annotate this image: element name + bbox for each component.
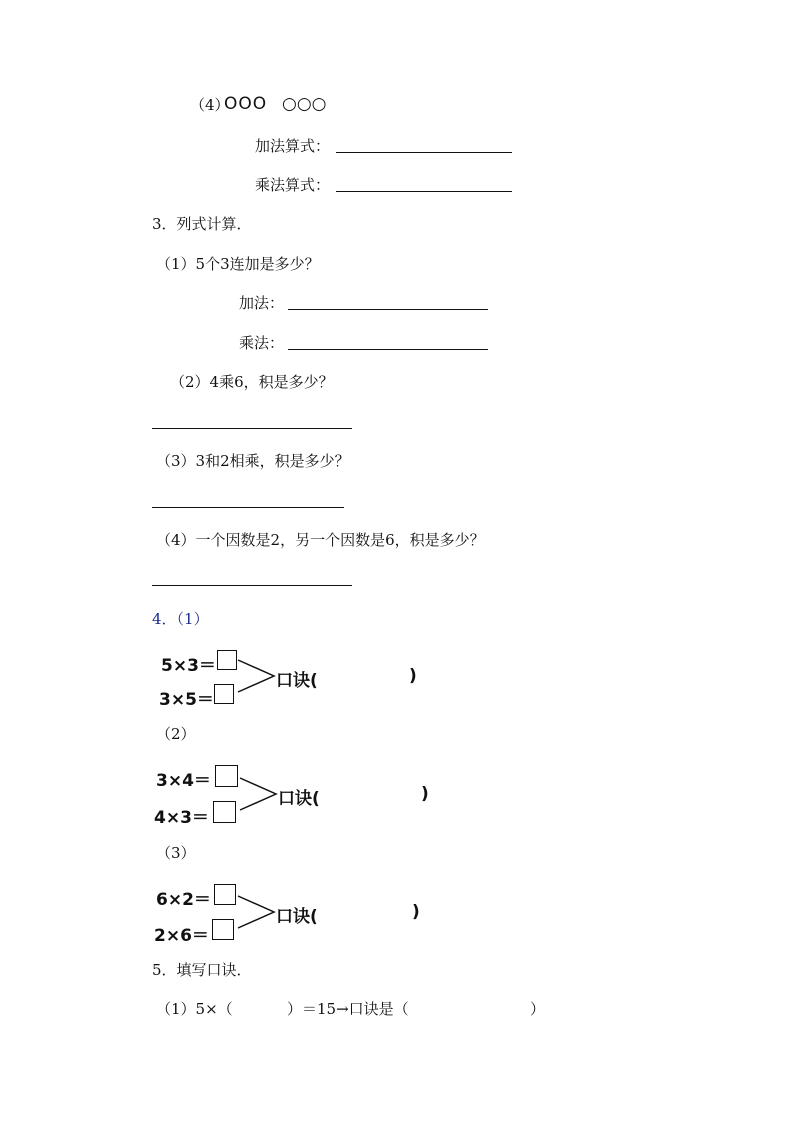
q3-part3-blank[interactable] [152, 507, 344, 508]
g1-bracket [238, 658, 278, 694]
g3-answer-box-1[interactable] [214, 884, 236, 905]
g1-equation-2: 3×5＝ [159, 690, 214, 710]
g2-answer-box-1[interactable] [215, 765, 238, 787]
section-3-title: 3．列式计算． [152, 215, 252, 233]
multiplication-formula-blank[interactable] [336, 191, 512, 192]
g1-answer-box-1[interactable] [217, 650, 237, 670]
g2-koujue-close: ) [421, 784, 429, 804]
g3-koujue-label: 口诀( [276, 907, 318, 927]
g2-koujue-label: 口诀( [278, 789, 320, 809]
section-4-title: 4．（1） [152, 610, 209, 628]
q3-part2-blank[interactable] [152, 428, 352, 429]
section-5-title: 5．填写口诀． [152, 961, 252, 979]
g2-answer-box-2[interactable] [213, 801, 236, 823]
g3-label: （3） [156, 844, 196, 862]
q5-part1-c: ） [530, 1000, 546, 1018]
circles-group-1: OOO [224, 94, 268, 114]
g1-answer-box-2[interactable] [214, 684, 234, 704]
q3-part4-text: （4）一个因数是2，另一个因数是6，积是多少？ [156, 531, 485, 549]
g1-koujue-label: 口诀( [276, 671, 318, 691]
q3-part1-text: （1）5个3连加是多少？ [156, 255, 320, 273]
q3-part1-add-label: 加法： [239, 294, 285, 312]
g3-answer-box-2[interactable] [212, 919, 234, 940]
multiplication-formula-label: 乘法算式： [255, 176, 331, 194]
q5-part1-b: ）＝15→口诀是（ [287, 1000, 409, 1018]
q3-part3-text: （3）3和2相乘，积是多少？ [156, 452, 350, 470]
q3-part1-mul-label: 乘法： [239, 334, 285, 352]
item-label-4: （4） [190, 96, 230, 114]
q3-part4-blank[interactable] [152, 585, 352, 586]
q5-part1-a: （1）5×（ [156, 1000, 233, 1018]
g2-label: （2） [156, 725, 196, 743]
g2-equation-1: 3×4＝ [156, 771, 211, 791]
g3-koujue-close: ) [412, 902, 420, 922]
addition-formula-blank[interactable] [336, 152, 512, 153]
q3-part1-mul-blank[interactable] [288, 349, 488, 350]
g3-equation-2: 2×6＝ [154, 926, 209, 946]
g2-bracket [240, 776, 280, 812]
g3-bracket [238, 894, 278, 930]
circles-group-2: ○○○ [282, 94, 327, 114]
g1-equation-1: 5×3＝ [161, 656, 216, 676]
g1-koujue-close: ) [409, 666, 417, 686]
g2-equation-2: 4×3＝ [154, 808, 209, 828]
q3-part2-text: （2）4乘6，积是多少？ [170, 373, 334, 391]
g3-equation-1: 6×2＝ [156, 890, 211, 910]
q3-part1-add-blank[interactable] [288, 309, 488, 310]
addition-formula-label: 加法算式： [255, 137, 331, 155]
